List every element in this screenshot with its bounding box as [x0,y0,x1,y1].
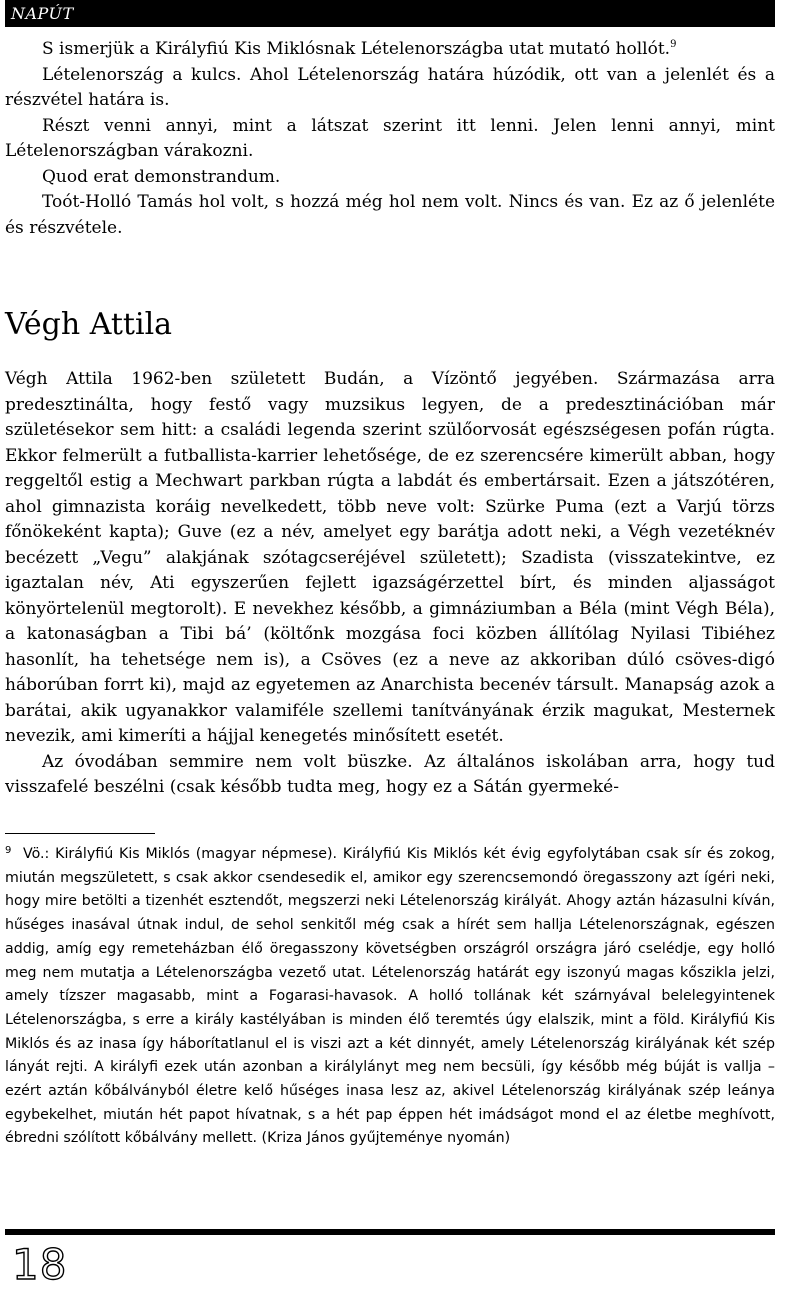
intro-paragraph-text: S ismerjük a Királyfiú Kis Miklósnak Lételenországba utat mutató hollót. [42,39,671,59]
biography-paragraph: Az óvodában semmire nem volt büszke. Az általános iskolában arra, hogy tud visszafelé beszélni (csak később tudta meg, hogy ez a Sátán gyermeké- [5,751,775,797]
footnote-divider [5,833,155,834]
intro-paragraph [5,37,775,63]
intro-text [5,37,775,241]
footnote-text: Vö.: Királyfiú Kis Miklós (magyar népmese). Királyfiú Kis Miklós két évig egyfolytában csak sír és zokog, miután megszületett, s csak akkor csendesedik el, amikor egy szerencsemondó öregasszony azt ígéri neki, hogy mire betölti a tizenhét esztendőt, megszerzi neki Lételenország királyát. Ahogy aztán házasulni kíván, hűséges inasával útnak indul, de sehol senkitől még csak a hírét sem hallja Lételenországnak, egészen addig, amíg egy remeteházban élő öregasszony követségben országról országra járó cselédje, egy holló meg nem mutatja a Lételenországba vezető utat. Lételenország határát egy iszonyú magas kőszikla jelzi, amely tízszer magasabb, mint a Fogarasi-havasok. A holló tollának két szárnyával belelegyintenek Lételenországba, s erre a király kastélyában is minden élő teremtés úgy elalszik, mint a föld. Királyfiú Kis Miklós és az inasa így háborítatlanul el is viszi azt a két dinnyét, amely Lételenország királyának két szép lányát rejti. A királyfi ezek után azonban a királylányt meg nem becsüli, így később még búját is vallja – ezért aztán kőbálványból életre kelő hűséges inasa lesz az, akivel Lételenország királyának szép leánya egybekelhet, miután hét papot hívatnak, s a hét pap éppen hét imádságot mond el az életbe meghívott, ébredni szólított kőbálvány mellett. (Kriza János gyűjteménye nyomán) [5,846,775,1147]
section-title: Végh Attila [5,307,173,342]
page-number: 18 [12,1240,68,1289]
intro-paragraph: Toót-Holló Tamás hol volt, s hozzá még hol nem volt. Nincs és van. Ez az ő jelenléte és részvétele. [5,192,775,238]
bottom-divider [5,1229,775,1235]
biography-text [5,367,775,801]
intro-paragraph: Részt venni annyi, mint a látszat szerint itt lenni. Jelen lenni annyi, mint Lételenországban várakozni. [5,115,775,161]
magazine-logo: NAPÚT [11,4,74,23]
biography-paragraph: Végh Attila 1962-ben született Budán, a Vízöntő jegyében. Származása arra predesztinálta, hogy festő vagy muzsikus legyen, de a predesztinációban már születésekor sem hitt: a családi legenda szerint szülőorvosát egészségesen pofán rúgta. Ekkor felmerült a futballista-karrier lehetősége, de ez szerencsére kimerült abban, hogy reggeltől estig a Mechwart parkban rúgta a labdát és embertársait. Ezen a játszótéren, ahol gimnazista koráig nevelkedett, több neve volt: Szürke Puma (ezt a Varjú törzs főnökeként kapta); Guve (ez a név, amelyet egy barátja adott neki, a Végh vezetéknév becézett „Vegu” alakjának szótagcseréjével született); Szadista (visszatekintve, ez igaztalan név, Ati egyszerűen fejlett igazságérzettel bírt, és minden aljasságot könyörtelenül megtorolt). E nevekhez később, a gimnáziumban a Béla (mint Végh Béla), a katonaságban a Tibi bá’ (költőnk mozgása foci közben állítólag Nyilasi Tibiéhez hasonlít, ha tehetsége nem is), a Csöves (ez a neve az akkoriban dúló csöves-digó háborúban forrt ki), majd az egyetemen az Anarchista becenév társult. Manapság azok a barátai, akik ugyanakkor valamiféle szellemi tanítványának érzik magukat, Mesternek nevezik, ami kimeríti a hájjal kenegetés minősített esetét. [5,369,775,746]
footnote-number: 9 [5,845,12,856]
footnote [5,843,775,1151]
intro-paragraph: Quod erat demonstrandum. [42,166,281,187]
intro-paragraph: Lételenország a kulcs. Ahol Lételenország határa húzódik, ott van a jelenlét és a részvétel határa is. [5,64,775,110]
header-bar [5,0,775,27]
footnote-reference[interactable]: 9 [670,39,677,50]
